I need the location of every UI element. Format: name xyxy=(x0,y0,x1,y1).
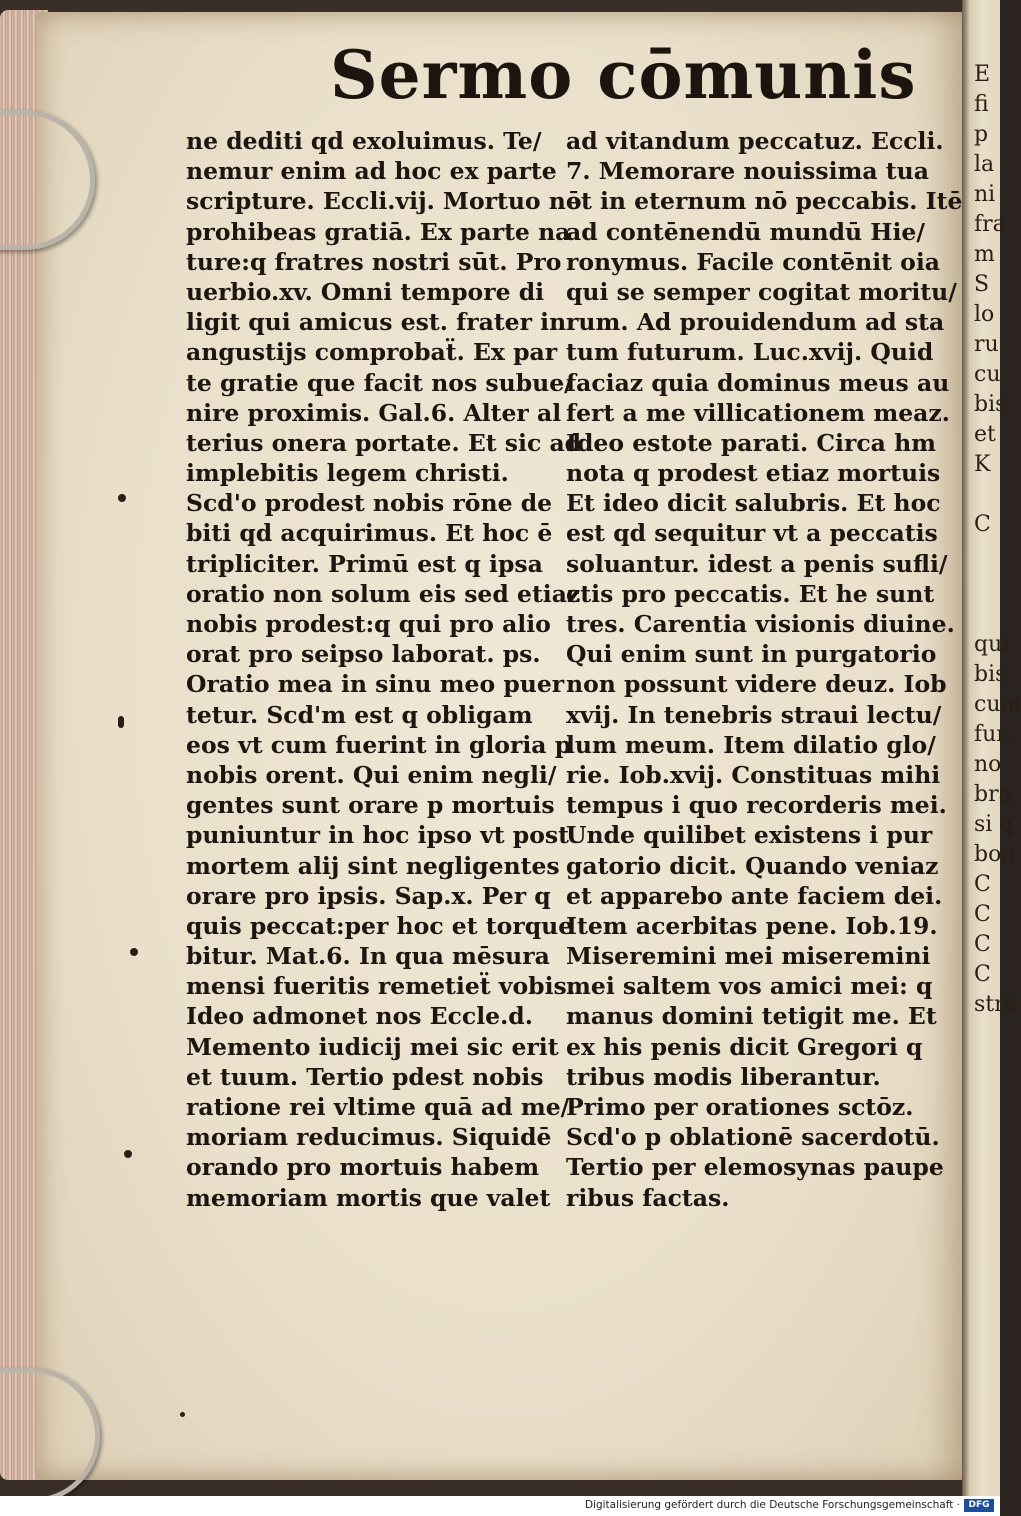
text-line: manus domini tetigit me. Et xyxy=(566,1002,937,1031)
text-line: nobis prodest:q qui pro alio xyxy=(186,610,551,638)
text-line: Memento iudicij mei sic erit xyxy=(186,1032,559,1061)
text-line: ratione rei vltime quā ad me/ xyxy=(186,1093,570,1121)
text-line: moriam reducimus. Siquidē xyxy=(186,1123,552,1152)
text-line: qui se semper cogitat moritu/ xyxy=(566,277,957,306)
text-line: ne dediti qd exoluimus. Te/ xyxy=(186,127,542,155)
margin-mark xyxy=(124,1150,132,1158)
text-line: Miseremini mei miseremini xyxy=(566,942,931,971)
text-line: terius onera portate. Et sic ad xyxy=(186,428,582,457)
text-line: gentes sunt orare p mortuis xyxy=(186,791,555,820)
text-line: oratio non solum eis sed etiaz xyxy=(186,579,581,608)
text-line: faciaz quia dominus meus au xyxy=(566,368,950,397)
text-line: Qui enim sunt in purgatorio xyxy=(566,640,937,669)
text-line: bitur. Mat.6. In qua mēsura xyxy=(186,942,550,971)
margin-mark xyxy=(118,494,126,502)
text-line: rie. Iob.xvij. Constituas mihi xyxy=(566,760,941,789)
text-line: xvij. In tenebris straui lectu/ xyxy=(566,700,942,729)
margin-mark xyxy=(118,716,124,728)
text-line: memoriam mortis que valet xyxy=(186,1183,551,1212)
text-line: est qd sequitur vt a peccatis xyxy=(566,519,938,548)
text-line: uerbio.xv. Omni tempore di xyxy=(186,277,545,306)
text-line: puniuntur in hoc ipso vt post xyxy=(186,821,569,850)
text-line: prohibeas gratiā. Ex parte na xyxy=(186,217,571,246)
text-line: Scd'o prodest nobis rōne de xyxy=(186,489,553,518)
text-line: biti qd acquirimus. Et hoc ē xyxy=(186,519,553,548)
text-line: ligit qui amicus est. frater in xyxy=(186,308,567,337)
text-line: tempus i quo recorderis mei. xyxy=(566,791,947,820)
text-line: Primo per orationes sctōz. xyxy=(566,1093,914,1121)
text-line: Scd'o p oblationē sacerdotū. xyxy=(566,1123,940,1152)
text-line: eos vt cum fuerint in gloria p xyxy=(186,730,572,759)
text-line: Et ideo dicit salubris. Et hoc xyxy=(566,489,941,518)
text-line: rum. Ad prouidendum ad sta xyxy=(566,308,945,337)
text-line: te gratie que facit nos subue/ xyxy=(186,368,573,397)
text-line: ctis pro peccatis. Et he sunt xyxy=(566,579,935,608)
footer-bar xyxy=(0,1496,1000,1516)
text-line: orare pro ipsis. Sap.x. Per q xyxy=(186,881,551,910)
text-line: ture:q fratres nostri sūt. Pro xyxy=(186,247,562,276)
text-line: tetur. Scd'm est q obligam xyxy=(186,700,533,729)
text-line: Unde quilibet existens i pur xyxy=(566,821,933,850)
text-line: Ideo admonet nos Eccle.d. xyxy=(186,1002,533,1031)
text-line: ad contēnendū mundū Hie/ xyxy=(566,217,925,246)
text-line: mortem alij sint negligentes xyxy=(186,851,560,880)
dfg-logo: DFG xyxy=(964,1499,994,1512)
right-text-column xyxy=(566,126,963,1213)
text-line: ribus factas. xyxy=(566,1183,730,1212)
text-line: tum futurum. Luc.xvij. Quid xyxy=(566,338,934,367)
text-line: tripliciter. Primū est q ipsa xyxy=(186,549,543,578)
text-line: soluantur. idest a penis sufli/ xyxy=(566,549,948,578)
text-line: 7. Memorare nouissima tua xyxy=(566,157,929,186)
text-line: quis peccat:per hoc et torque xyxy=(186,911,574,940)
text-line: angustijs comprobaẗ. Ex par xyxy=(186,338,558,367)
text-line: mensi fueritis remetieẗ vobis. xyxy=(186,972,575,1001)
text-line: lum meum. Item dilatio glo/ xyxy=(566,730,936,759)
text-line: gatorio dicit. Quando veniaz xyxy=(566,851,939,880)
text-line: nemur enim ad hoc ex parte xyxy=(186,157,557,186)
text-line: tribus modis liberantur. xyxy=(566,1062,881,1091)
text-line: nire proximis. Gal.6. Alter al xyxy=(186,398,562,427)
running-title: Sermo cōmunis xyxy=(330,36,917,114)
text-line: nota q prodest etiaz mortuis xyxy=(566,459,941,488)
text-line: Ideo estote parati. Circa hm xyxy=(566,428,937,457)
text-line: ronymus. Facile contēnit oia xyxy=(566,247,941,276)
text-line: orando pro mortuis habem xyxy=(186,1153,540,1182)
text-line: nobis orent. Qui enim negli/ xyxy=(186,760,557,789)
text-line: Oratio mea in sinu meo puer xyxy=(186,670,565,699)
funding-credit: Digitalisierung gefördert durch die Deutsche Forschungsgemeinschaft · xyxy=(584,1499,960,1511)
text-line: mei saltem vos amici mei: q xyxy=(566,972,933,1001)
margin-mark xyxy=(180,1412,185,1417)
text-line: non possunt videre deuz. Iob xyxy=(566,670,947,699)
text-line: implebitis legem christi. xyxy=(186,459,509,488)
text-line: Tertio per elemosynas paupe xyxy=(566,1153,944,1182)
text-line: ex his penis dicit Gregori q xyxy=(566,1032,923,1061)
left-text-column xyxy=(186,126,582,1213)
text-line: ad vitandum peccatuz. Eccli. xyxy=(566,127,944,155)
text-line: scripture. Eccli.vij. Mortuo nō xyxy=(186,187,582,216)
text-line: Item acerbitas pene. Iob.19. xyxy=(566,911,938,940)
text-line: fert a me villicationem meaz. xyxy=(566,398,950,427)
text-line: tres. Carentia visionis diuine. xyxy=(566,610,955,638)
text-line: et apparebo ante faciem dei. xyxy=(566,881,943,910)
text-line: et in eternum nō peccabis. Itē xyxy=(566,187,963,216)
facing-page-text: E fi p la ni fra m S lo ru cu bis et K C qui bis cum fur. no bra si q bon C C C C stra xyxy=(974,62,1021,1017)
text-line: orat pro seipso laborat. ps. xyxy=(186,640,541,669)
text-line: et tuum. Tertio pdest nobis xyxy=(186,1062,544,1091)
margin-mark xyxy=(130,948,138,956)
